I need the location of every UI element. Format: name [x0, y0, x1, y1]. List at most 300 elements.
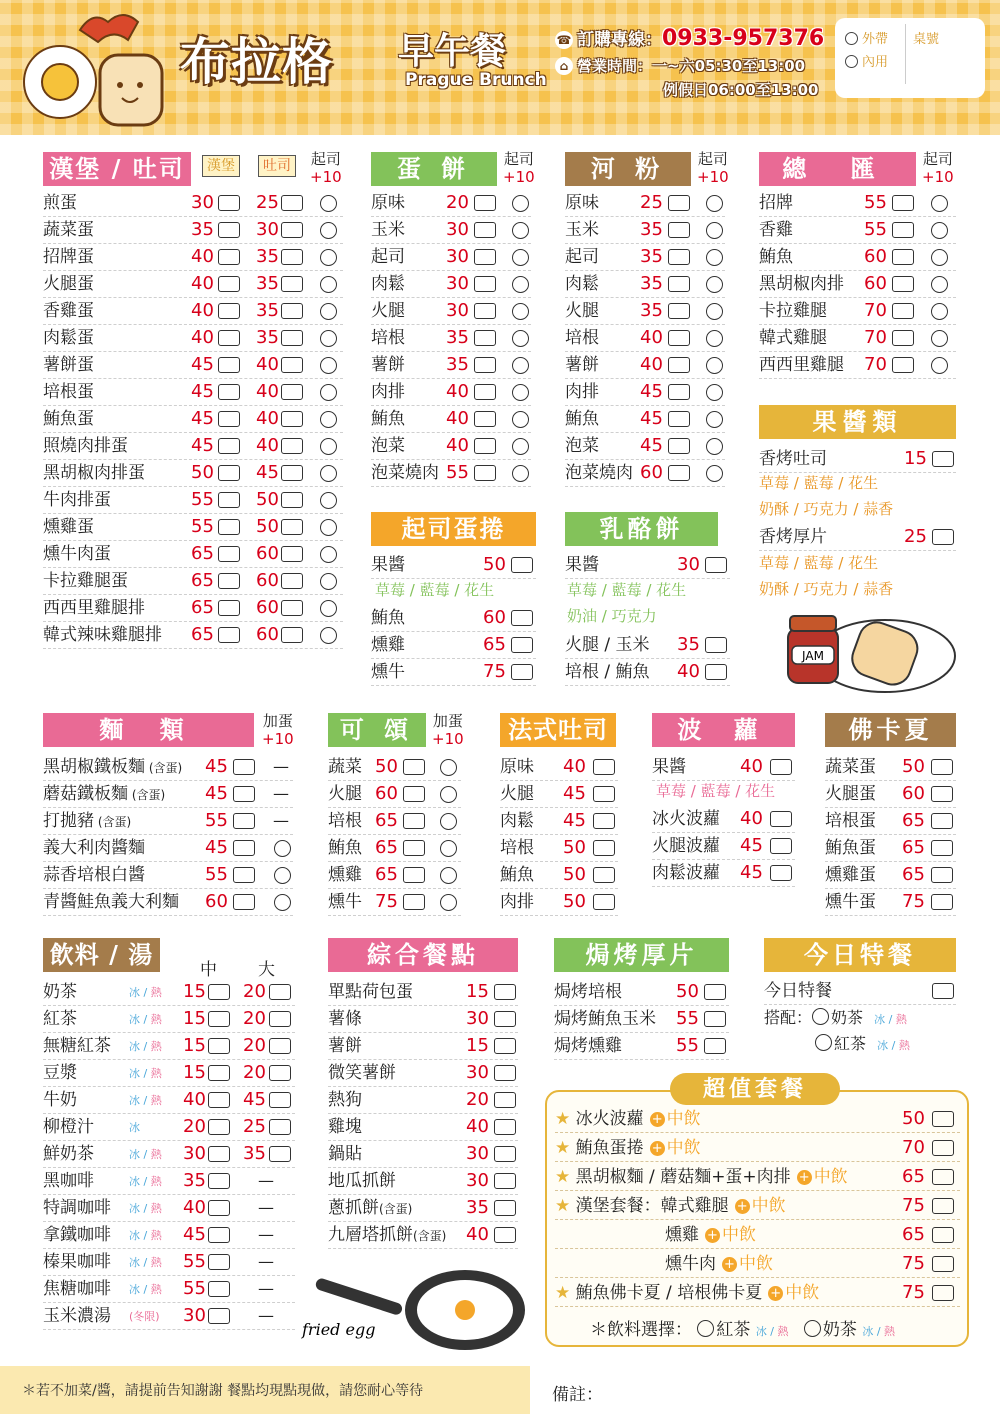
burger-checkbox[interactable]	[218, 627, 240, 643]
side-checkbox[interactable]	[494, 984, 516, 1000]
noodle-row[interactable]	[43, 781, 293, 808]
drink-row[interactable]	[43, 1006, 295, 1033]
burger-checkbox[interactable]	[218, 195, 240, 211]
club-cheese-circle[interactable]	[931, 357, 948, 374]
club-cheese-circle[interactable]	[931, 195, 948, 212]
crepe-row[interactable]	[565, 632, 730, 659]
rice-noodle-cheese-circle[interactable]	[706, 465, 723, 482]
grilled-row[interactable]	[554, 979, 729, 1006]
crepe-jam-row[interactable]: 果醬 30	[565, 552, 730, 579]
burger-checkbox[interactable]	[218, 276, 240, 292]
noodle-egg-circle[interactable]	[274, 840, 291, 857]
burger-row[interactable]	[43, 217, 343, 244]
toast-checkbox[interactable]	[281, 330, 303, 346]
grilled-checkbox[interactable]	[704, 984, 726, 1000]
club-cheese-circle[interactable]	[931, 222, 948, 239]
toast-checkbox[interactable]	[281, 195, 303, 211]
croissant-row[interactable]	[328, 889, 461, 916]
rice-noodle-cheese-circle[interactable]	[706, 276, 723, 293]
egg-roll-row[interactable]	[371, 433, 531, 460]
noodle-row[interactable]	[43, 808, 293, 835]
burger-row[interactable]	[43, 352, 343, 379]
cheese-circle[interactable]	[320, 573, 337, 590]
bolo-checkbox[interactable]	[770, 838, 792, 854]
noodle-checkbox[interactable]	[233, 867, 255, 883]
egg-roll-checkbox[interactable]	[474, 222, 496, 238]
burger-checkbox[interactable]	[218, 573, 240, 589]
toast-checkbox[interactable]	[281, 492, 303, 508]
rice-noodle-checkbox[interactable]	[668, 330, 690, 346]
cheese-circle[interactable]	[320, 411, 337, 428]
burger-checkbox[interactable]	[218, 411, 240, 427]
rice-noodle-checkbox[interactable]	[668, 303, 690, 319]
rice-noodle-cheese-circle[interactable]	[706, 303, 723, 320]
drink-large-checkbox[interactable]	[269, 1092, 291, 1108]
french-toast-checkbox[interactable]	[593, 813, 615, 829]
rice-noodle-row[interactable]	[565, 406, 725, 433]
drink-row[interactable]	[43, 1303, 295, 1330]
egg-roll-cheese-circle[interactable]	[512, 249, 529, 266]
side-row[interactable]	[328, 979, 518, 1006]
toast-checkbox[interactable]	[281, 465, 303, 481]
value-set-checkbox[interactable]	[932, 1169, 954, 1185]
cheese-circle[interactable]	[320, 276, 337, 293]
grilled-row[interactable]	[554, 1033, 729, 1060]
dine-in-option[interactable]: 內用	[845, 51, 888, 70]
french-toast-row[interactable]	[500, 835, 618, 862]
rice-noodle-cheese-circle[interactable]	[706, 357, 723, 374]
french-toast-row[interactable]	[500, 862, 618, 889]
burger-checkbox[interactable]	[218, 384, 240, 400]
rice-noodle-row[interactable]	[565, 460, 725, 487]
noodle-egg-circle[interactable]	[274, 894, 291, 911]
crepe-checkbox[interactable]	[705, 637, 727, 653]
focaccia-row[interactable]	[825, 754, 956, 781]
rice-noodle-cheese-circle[interactable]	[706, 384, 723, 401]
egg-roll-cheese-circle[interactable]	[512, 195, 529, 212]
side-row[interactable]	[328, 1168, 518, 1195]
drink-medium-checkbox[interactable]	[208, 1092, 230, 1108]
jam-thick-row[interactable]: 香烤厚片 25	[759, 524, 956, 551]
egg-roll-checkbox[interactable]	[474, 195, 496, 211]
drink-choice-milk-tea[interactable]: 奶茶 冰 / 熱	[804, 1320, 895, 1340]
rice-noodle-cheese-circle[interactable]	[706, 330, 723, 347]
rice-noodle-checkbox[interactable]	[668, 465, 690, 481]
french-toast-checkbox[interactable]	[593, 759, 615, 775]
club-row[interactable]	[759, 217, 956, 244]
toast-checkbox[interactable]	[281, 438, 303, 454]
value-set-checkbox[interactable]	[932, 1256, 954, 1272]
egg-roll-row[interactable]	[371, 217, 531, 244]
club-checkbox[interactable]	[892, 330, 914, 346]
burger-row[interactable]	[43, 244, 343, 271]
value-set-checkbox[interactable]	[932, 1285, 954, 1301]
toast-checkbox[interactable]	[281, 276, 303, 292]
toast-checkbox[interactable]	[281, 411, 303, 427]
drink-row[interactable]	[43, 1141, 295, 1168]
daily-special-row[interactable]: 今日特餐	[764, 978, 956, 1005]
toast-checkbox[interactable]	[281, 573, 303, 589]
grilled-checkbox[interactable]	[704, 1038, 726, 1054]
focaccia-checkbox[interactable]	[931, 840, 953, 856]
club-cheese-circle[interactable]	[931, 303, 948, 320]
noodle-checkbox[interactable]	[233, 786, 255, 802]
crepe-row[interactable]	[565, 659, 730, 686]
side-row[interactable]	[328, 1222, 518, 1249]
focaccia-checkbox[interactable]	[931, 786, 953, 802]
drink-medium-checkbox[interactable]	[208, 1281, 230, 1297]
drink-large-checkbox[interactable]	[269, 1038, 291, 1054]
bolo-row[interactable]	[652, 806, 795, 833]
drink-row[interactable]	[43, 1087, 295, 1114]
drink-medium-checkbox[interactable]	[208, 1227, 230, 1243]
cheese-circle[interactable]	[320, 384, 337, 401]
croissant-checkbox[interactable]	[403, 813, 425, 829]
burger-checkbox[interactable]	[218, 465, 240, 481]
burger-row[interactable]	[43, 271, 343, 298]
noodle-checkbox[interactable]	[233, 840, 255, 856]
cheese-circle[interactable]	[320, 222, 337, 239]
bolo-jam-row[interactable]: 果醬 40	[652, 754, 795, 781]
egg-roll-checkbox[interactable]	[474, 357, 496, 373]
cheese-roll-checkbox[interactable]	[511, 664, 533, 680]
egg-roll-cheese-circle[interactable]	[512, 384, 529, 401]
egg-roll-checkbox[interactable]	[474, 276, 496, 292]
burger-checkbox[interactable]	[218, 249, 240, 265]
drink-large-checkbox[interactable]	[269, 984, 291, 1000]
burger-row[interactable]	[43, 406, 343, 433]
egg-roll-row[interactable]	[371, 244, 531, 271]
french-toast-row[interactable]	[500, 781, 618, 808]
cheese-circle[interactable]	[320, 249, 337, 266]
egg-roll-cheese-circle[interactable]	[512, 357, 529, 374]
egg-roll-cheese-circle[interactable]	[512, 411, 529, 428]
egg-roll-cheese-circle[interactable]	[512, 222, 529, 239]
club-cheese-circle[interactable]	[931, 330, 948, 347]
focaccia-row[interactable]	[825, 889, 956, 916]
croissant-checkbox[interactable]	[403, 759, 425, 775]
croissant-cheese-circle[interactable]	[440, 894, 457, 911]
toast-checkbox[interactable]	[281, 303, 303, 319]
egg-roll-checkbox[interactable]	[474, 384, 496, 400]
rice-noodle-row[interactable]	[565, 352, 725, 379]
burger-row[interactable]	[43, 487, 343, 514]
egg-roll-checkbox[interactable]	[474, 438, 496, 454]
rice-noodle-checkbox[interactable]	[668, 357, 690, 373]
croissant-cheese-circle[interactable]	[440, 867, 457, 884]
value-set-row[interactable]	[555, 1134, 960, 1162]
cheese-circle[interactable]	[320, 627, 337, 644]
side-checkbox[interactable]	[494, 1146, 516, 1162]
value-set-row[interactable]	[555, 1279, 960, 1307]
side-row[interactable]	[328, 1060, 518, 1087]
egg-roll-cheese-circle[interactable]	[512, 330, 529, 347]
toast-checkbox[interactable]	[281, 627, 303, 643]
rice-noodle-checkbox[interactable]	[668, 222, 690, 238]
french-toast-checkbox[interactable]	[593, 867, 615, 883]
croissant-row[interactable]	[328, 808, 461, 835]
special-drink-opt-2[interactable]: 紅茶 冰 / 熱	[815, 1031, 910, 1059]
rice-noodle-cheese-circle[interactable]	[706, 222, 723, 239]
burger-row[interactable]	[43, 298, 343, 325]
side-checkbox[interactable]	[494, 1173, 516, 1189]
egg-roll-cheese-circle[interactable]	[512, 276, 529, 293]
burger-row[interactable]	[43, 433, 343, 460]
cheese-circle[interactable]	[320, 303, 337, 320]
drink-medium-checkbox[interactable]	[208, 1173, 230, 1189]
burger-row[interactable]	[43, 622, 343, 649]
cheese-circle[interactable]	[320, 330, 337, 347]
croissant-row[interactable]	[328, 835, 461, 862]
rice-noodle-checkbox[interactable]	[668, 249, 690, 265]
burger-row[interactable]	[43, 325, 343, 352]
rice-noodle-cheese-circle[interactable]	[706, 438, 723, 455]
value-set-checkbox[interactable]	[932, 1227, 954, 1243]
rice-noodle-row[interactable]	[565, 379, 725, 406]
drink-row[interactable]	[43, 1168, 295, 1195]
burger-row[interactable]	[43, 460, 343, 487]
side-row[interactable]	[328, 1195, 518, 1222]
burger-checkbox[interactable]	[218, 438, 240, 454]
cheese-circle[interactable]	[320, 600, 337, 617]
noodle-row[interactable]	[43, 862, 293, 889]
croissant-checkbox[interactable]	[403, 867, 425, 883]
egg-roll-row[interactable]	[371, 271, 531, 298]
egg-roll-row[interactable]	[371, 298, 531, 325]
rice-noodle-checkbox[interactable]	[668, 384, 690, 400]
table-number-label[interactable]: 桌號	[913, 32, 940, 47]
focaccia-row[interactable]	[825, 835, 956, 862]
cheese-roll-jam-row[interactable]: 果醬 50	[371, 552, 536, 579]
egg-roll-cheese-circle[interactable]	[512, 465, 529, 482]
drink-large-checkbox[interactable]	[269, 1011, 291, 1027]
side-checkbox[interactable]	[494, 1200, 516, 1216]
egg-roll-row[interactable]	[371, 352, 531, 379]
focaccia-row[interactable]	[825, 862, 956, 889]
drink-row[interactable]	[43, 1276, 295, 1303]
value-set-row[interactable]	[555, 1105, 960, 1133]
cheese-circle[interactable]	[320, 492, 337, 509]
croissant-row[interactable]	[328, 781, 461, 808]
toast-checkbox[interactable]	[281, 222, 303, 238]
club-checkbox[interactable]	[892, 357, 914, 373]
focaccia-checkbox[interactable]	[931, 867, 953, 883]
takeout-option[interactable]: 外帶	[845, 28, 888, 47]
drink-medium-checkbox[interactable]	[208, 984, 230, 1000]
noodle-row[interactable]	[43, 835, 293, 862]
side-checkbox[interactable]	[494, 1011, 516, 1027]
rice-noodle-row[interactable]	[565, 325, 725, 352]
toast-checkbox[interactable]	[281, 546, 303, 562]
drink-row[interactable]	[43, 1060, 295, 1087]
toast-checkbox[interactable]	[281, 384, 303, 400]
focaccia-checkbox[interactable]	[931, 894, 953, 910]
egg-roll-row[interactable]	[371, 460, 531, 487]
drink-row[interactable]	[43, 1114, 295, 1141]
croissant-checkbox[interactable]	[403, 840, 425, 856]
drink-row[interactable]	[43, 1222, 295, 1249]
burger-checkbox[interactable]	[218, 546, 240, 562]
noodle-row[interactable]	[43, 754, 293, 781]
cheese-roll-checkbox[interactable]	[511, 610, 533, 626]
cheese-circle[interactable]	[320, 465, 337, 482]
rice-noodle-row[interactable]	[565, 190, 725, 217]
side-row[interactable]	[328, 1006, 518, 1033]
burger-checkbox[interactable]	[218, 519, 240, 535]
side-checkbox[interactable]	[494, 1119, 516, 1135]
side-checkbox[interactable]	[494, 1092, 516, 1108]
burger-checkbox[interactable]	[218, 303, 240, 319]
grilled-checkbox[interactable]	[704, 1011, 726, 1027]
croissant-cheese-circle[interactable]	[440, 759, 457, 776]
club-checkbox[interactable]	[892, 276, 914, 292]
cheese-roll-row[interactable]	[371, 605, 536, 632]
noodle-checkbox[interactable]	[233, 894, 255, 910]
focaccia-checkbox[interactable]	[931, 759, 953, 775]
croissant-checkbox[interactable]	[403, 894, 425, 910]
club-row[interactable]	[759, 244, 956, 271]
cheese-circle[interactable]	[320, 357, 337, 374]
burger-checkbox[interactable]	[218, 222, 240, 238]
burger-row[interactable]	[43, 190, 343, 217]
croissant-cheese-circle[interactable]	[440, 840, 457, 857]
club-row[interactable]	[759, 325, 956, 352]
drink-medium-checkbox[interactable]	[208, 1254, 230, 1270]
focaccia-row[interactable]	[825, 781, 956, 808]
club-row[interactable]	[759, 298, 956, 325]
french-toast-row[interactable]	[500, 754, 618, 781]
rice-noodle-row[interactable]	[565, 217, 725, 244]
drink-medium-checkbox[interactable]	[208, 1065, 230, 1081]
cheese-roll-row[interactable]	[371, 659, 536, 686]
croissant-checkbox[interactable]	[403, 786, 425, 802]
toast-checkbox[interactable]	[281, 519, 303, 535]
rice-noodle-cheese-circle[interactable]	[706, 411, 723, 428]
noodle-checkbox[interactable]	[233, 813, 255, 829]
rice-noodle-checkbox[interactable]	[668, 411, 690, 427]
toast-checkbox[interactable]	[281, 357, 303, 373]
burger-checkbox[interactable]	[218, 357, 240, 373]
french-toast-row[interactable]	[500, 808, 618, 835]
egg-roll-row[interactable]	[371, 406, 531, 433]
value-set-checkbox[interactable]	[932, 1111, 954, 1127]
cheese-circle[interactable]	[320, 546, 337, 563]
club-row[interactable]	[759, 271, 956, 298]
value-set-row[interactable]	[555, 1250, 960, 1278]
drink-choice-black-tea[interactable]: 紅茶 冰 / 熱	[697, 1320, 788, 1340]
club-checkbox[interactable]	[892, 249, 914, 265]
side-row[interactable]	[328, 1033, 518, 1060]
drink-row[interactable]	[43, 1195, 295, 1222]
drink-row[interactable]	[43, 1033, 295, 1060]
egg-roll-checkbox[interactable]	[474, 465, 496, 481]
noodle-row[interactable]	[43, 889, 293, 916]
egg-roll-checkbox[interactable]	[474, 303, 496, 319]
burger-row[interactable]	[43, 568, 343, 595]
french-toast-checkbox[interactable]	[593, 840, 615, 856]
drink-medium-checkbox[interactable]	[208, 1200, 230, 1216]
egg-roll-checkbox[interactable]	[474, 411, 496, 427]
burger-checkbox[interactable]	[218, 330, 240, 346]
bolo-row[interactable]	[652, 860, 795, 887]
club-row[interactable]	[759, 352, 956, 379]
drink-medium-checkbox[interactable]	[208, 1146, 230, 1162]
jam-toast-row[interactable]: 香烤吐司 15	[759, 446, 956, 473]
focaccia-row[interactable]	[825, 808, 956, 835]
rice-noodle-row[interactable]	[565, 433, 725, 460]
drink-row[interactable]	[43, 1249, 295, 1276]
club-checkbox[interactable]	[892, 195, 914, 211]
drink-medium-checkbox[interactable]	[208, 1308, 230, 1324]
cheese-circle[interactable]	[320, 519, 337, 536]
value-set-row[interactable]	[555, 1192, 960, 1220]
toast-checkbox[interactable]	[281, 600, 303, 616]
rice-noodle-row[interactable]	[565, 244, 725, 271]
bolo-row[interactable]	[652, 833, 795, 860]
club-checkbox[interactable]	[892, 222, 914, 238]
club-cheese-circle[interactable]	[931, 276, 948, 293]
rice-noodle-cheese-circle[interactable]	[706, 195, 723, 212]
side-row[interactable]	[328, 1141, 518, 1168]
side-checkbox[interactable]	[494, 1065, 516, 1081]
noodle-egg-circle[interactable]	[274, 867, 291, 884]
value-set-checkbox[interactable]	[932, 1140, 954, 1156]
value-set-row[interactable]	[555, 1163, 960, 1191]
burger-row[interactable]	[43, 379, 343, 406]
value-set-checkbox[interactable]	[932, 1198, 954, 1214]
side-row[interactable]	[328, 1114, 518, 1141]
drink-large-checkbox[interactable]	[269, 1146, 291, 1162]
drink-row[interactable]	[43, 979, 295, 1006]
burger-checkbox[interactable]	[218, 492, 240, 508]
club-checkbox[interactable]	[892, 303, 914, 319]
cheese-roll-checkbox[interactable]	[511, 637, 533, 653]
burger-row[interactable]	[43, 541, 343, 568]
french-toast-row[interactable]	[500, 889, 618, 916]
drink-large-checkbox[interactable]	[269, 1065, 291, 1081]
cheese-circle[interactable]	[320, 438, 337, 455]
remarks-box[interactable]: 備註：	[530, 1366, 1000, 1414]
egg-roll-cheese-circle[interactable]	[512, 438, 529, 455]
egg-roll-cheese-circle[interactable]	[512, 303, 529, 320]
burger-checkbox[interactable]	[218, 600, 240, 616]
burger-row[interactable]	[43, 514, 343, 541]
drink-large-checkbox[interactable]	[269, 1119, 291, 1135]
french-toast-checkbox[interactable]	[593, 786, 615, 802]
club-cheese-circle[interactable]	[931, 249, 948, 266]
rice-noodle-checkbox[interactable]	[668, 195, 690, 211]
drink-medium-checkbox[interactable]	[208, 1038, 230, 1054]
grilled-row[interactable]	[554, 1006, 729, 1033]
rice-noodle-checkbox[interactable]	[668, 438, 690, 454]
crepe-checkbox[interactable]	[705, 664, 727, 680]
egg-roll-row[interactable]	[371, 325, 531, 352]
focaccia-checkbox[interactable]	[931, 813, 953, 829]
toast-checkbox[interactable]	[281, 249, 303, 265]
egg-roll-checkbox[interactable]	[474, 330, 496, 346]
burger-row[interactable]	[43, 595, 343, 622]
side-checkbox[interactable]	[494, 1038, 516, 1054]
egg-roll-checkbox[interactable]	[474, 249, 496, 265]
drink-medium-checkbox[interactable]	[208, 1119, 230, 1135]
rice-noodle-row[interactable]	[565, 298, 725, 325]
rice-noodle-cheese-circle[interactable]	[706, 249, 723, 266]
value-set-row[interactable]	[555, 1221, 960, 1249]
bolo-checkbox[interactable]	[770, 811, 792, 827]
croissant-cheese-circle[interactable]	[440, 813, 457, 830]
cheese-roll-row[interactable]	[371, 632, 536, 659]
drink-medium-checkbox[interactable]	[208, 1011, 230, 1027]
